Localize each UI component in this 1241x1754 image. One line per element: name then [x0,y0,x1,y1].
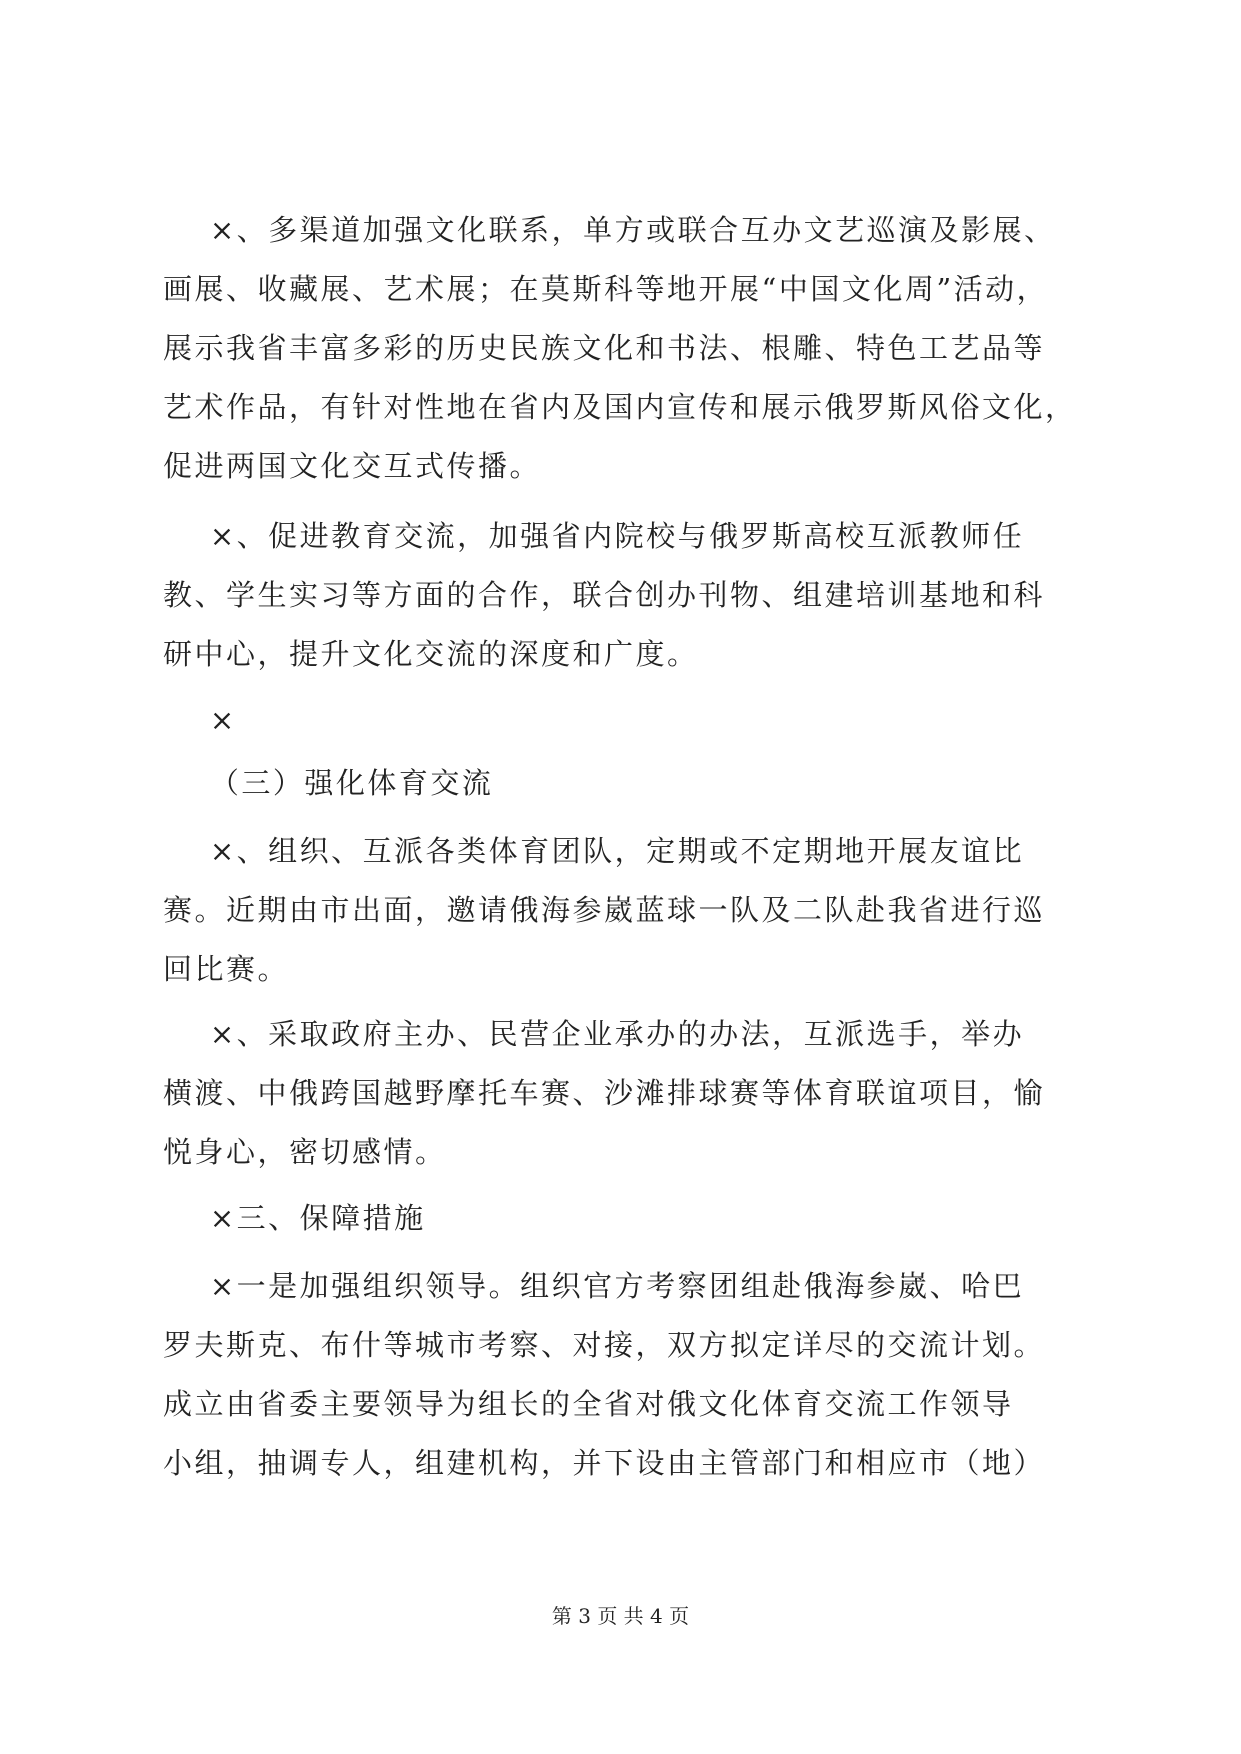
text-line-9: × [163,703,237,737]
text-line-21: 小组，抽调专人，组建机构，并下设由主管部门和相应市（地） [163,1446,1046,1480]
text-line-18: ×一是加强组织领导。组织官方考察团组赴俄海参崴、哈巴 [163,1269,1025,1303]
text-line-16: 悦身心，密切感情。 [163,1135,447,1169]
text-line-1: ×、多渠道加强文化联系，单方或联合互办文艺巡演及影展、 [163,213,1056,247]
text-line-13: 回比赛。 [163,952,290,986]
text-line-5: 促进两国文化交互式传播。 [163,449,542,483]
page-footer: 第 3 页 共 4 页 [551,1604,690,1628]
text-line-14: ×、采取政府主办、民营企业承办的办法，互派选手，举办 [163,1017,1025,1051]
text-line-8: 研中心，提升文化交流的深度和广度。 [163,637,699,671]
text-line-2: 画展、收藏展、艺术展；在莫斯科等地开展“中国文化周”活动， [163,272,1049,306]
section-heading-sports: （三）强化体育交流 [163,766,494,800]
text-line-4: 艺术作品，有针对性地在省内及国内宣传和展示俄罗斯风俗文化， [163,390,1077,424]
text-line-12: 赛。近期由市出面，邀请俄海参崴蓝球一队及二队赴我省进行巡 [163,893,1046,927]
text-line-6: ×、促进教育交流，加强省内院校与俄罗斯高校互派教师任 [163,519,1025,553]
text-line-11: ×、组织、互派各类体育团队，定期或不定期地开展友谊比 [163,834,1025,868]
section-heading-guarantee: ×三、保障措施 [163,1201,426,1235]
text-line-15: 横渡、中俄跨国越野摩托车赛、沙滩排球赛等体育联谊项目，愉 [163,1076,1046,1110]
text-line-19: 罗夫斯克、布什等城市考察、对接，双方拟定详尽的交流计划。 [163,1328,1046,1362]
text-line-20: 成立由省委主要领导为组长的全省对俄文化体育交流工作领导 [163,1387,1014,1421]
text-line-3: 展示我省丰富多彩的历史民族文化和书法、根雕、特色工艺品等 [163,331,1046,365]
text-line-7: 教、学生实习等方面的合作，联合创办刊物、组建培训基地和科 [163,578,1046,612]
